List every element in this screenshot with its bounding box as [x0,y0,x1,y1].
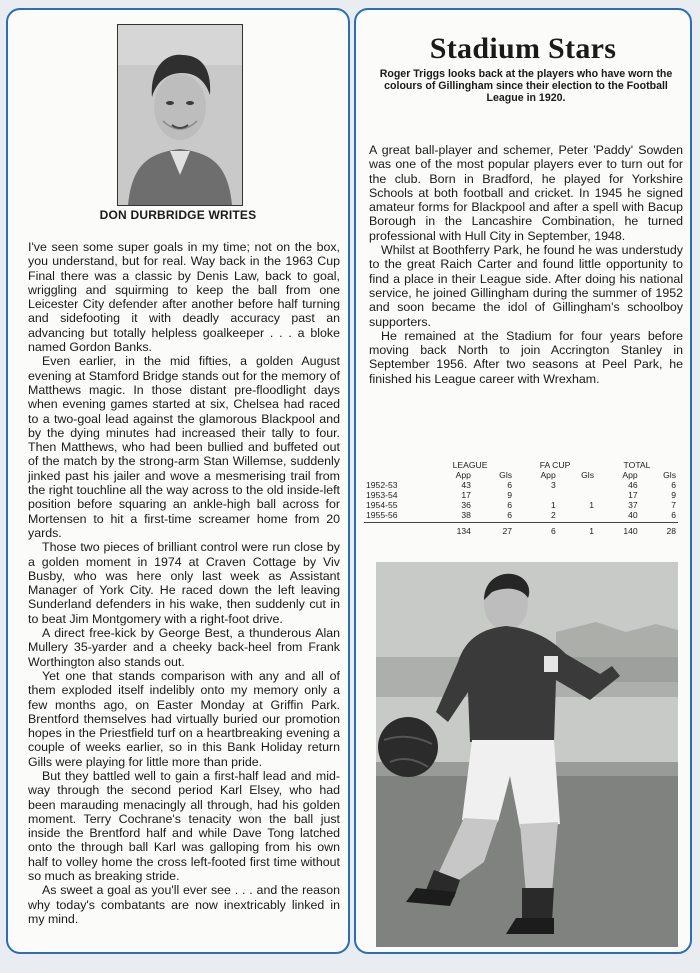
stats-season: 1955-56 [366,510,398,520]
stats-subheader: App [540,470,556,480]
stats-row [364,500,678,510]
stats-total-cell: 140 [596,523,640,537]
stats-cell: 37 [628,500,638,510]
stats-subheader: Gls [663,470,676,480]
stats-subheader: App [622,470,638,480]
stats-cell: 40 [628,510,638,520]
stats-cell: 17 [461,490,471,500]
author-portrait-photo [117,24,243,206]
left-paragraph: As sweet a goal as you'll ever see . . . and the reason why today's combatants are now inextricably linked in my mind. [28,883,340,926]
player-photo-illustration [376,562,678,947]
stats-cell: 6 [671,510,676,520]
stats-cell: 6 [671,480,676,490]
right-paragraph: A great ball-player and schemer, Peter 'Paddy' Sowden was one of the most popular players ever to turn out for the club. Born in Bradford, he played for Yorkshire Schools at both football and cricket. In 1945 he signed amateur forms for Blackpool and after a spell with Bacup Borough in the Lancashire Combination, he turned professional with Hull City in September, 1948. [369,143,683,243]
left-paragraph: But they battled well to gain a first-half lead and mid-way through the second period Karl Elsey, who had been marauding menacingly all through, had his golden moment. Terry Cochrane's tenacity won the ball just inside the Brentford half and while Dave Tong latched onto the through ball Karl was galloping from his own half to volley home the cross left-footed first time without so much as breaking stride. [28,768,340,884]
stats-cell: 6 [507,480,513,490]
stats-cell: 6 [507,500,513,510]
stats-totals-label [364,523,426,537]
stats-subheader-row [364,470,678,480]
stats-cell: 36 [461,500,471,510]
stats-cell: 1 [550,500,556,510]
left-article-body [28,240,340,926]
stats-cell: 9 [671,490,676,500]
player-photo [376,562,678,947]
stats-cell: 6 [507,510,513,520]
left-article-panel [6,8,350,954]
stats-cell: 38 [461,510,471,520]
stats-cell: 43 [461,480,471,490]
stats-row [364,510,678,523]
left-paragraph: Even earlier, in the mid fifties, a golden August evening at Stamford Bridge stands out for the memory of Matthews magic. In those distant pre-floodlight days when evening games started at six, Chelsea had raced to a two-goal lead against the glamorous Blackpool and by the dying minutes had increased their tally to four. Then Matthews, who had been bullied and buffeted out of the match by the strong-arm Stan Willemse, suddenly jinked past his jailer and wove a mesmerising trail from the right touchline all the way across to the old inside-left position before squaring an ankle-high ball across for Mortensen to hit a first-time screamer home from 20 yards. [28,354,340,540]
stats-group-league: LEAGUE [452,460,488,470]
article-title: Stadium Stars [429,32,617,65]
right-article-body [369,143,683,386]
stats-season: 1953-54 [366,490,398,500]
stats-subheader: Gls [499,470,513,480]
right-article-panel [354,8,692,954]
right-paragraph: He remained at the Stadium for four years before moving back North to join Accrington Stanley in September 1956. After two seasons at Peel Park, he finished his League career with Wrexham. [369,328,683,386]
stats-cell: 46 [628,480,638,490]
left-paragraph: Yet one that stands comparison with any and all of them exploded itself indelibly onto my memory only a few months ago, on Easter Monday at Griffin Park. Brentford themselves had virtually buried our promotion hopes in the Priestfield turf on a heartbreaking evening a couple of weeks earlier, so in this Bank Holiday return Gills were playing for little more than pride. [28,668,340,769]
left-paragraph: Those two pieces of brilliant control were run close by a golden moment in 1974 at Craven Cottage by Viv Busby, who was here only last week as Assistant Manager of York City. He raced down the left leaving Sunderland defenders in his wake, then suddenly cut in to beat Jim Montgomery with a right-foot drive. [28,540,340,626]
stats-totals-row [364,523,678,537]
stats-season: 1954-55 [366,500,398,510]
byline: DON DURBRIDGE WRITES [99,208,257,222]
stats-cell: 2 [550,510,556,520]
career-stats-table [364,460,678,536]
stats-cell [558,510,596,523]
stats-total-cell: 27 [473,523,514,537]
stats-cell: 3 [550,480,556,490]
stats-total-cell: 1 [558,523,596,537]
stats-row [364,480,678,490]
stats-group-header-row [364,460,678,470]
stats-cell [514,490,558,500]
left-paragraph: I've seen some super goals in my time; not on the box, you understand, but for real. Way back in the 1963 Cup Final there was a classic by Denis Law, back to goal, wriggling and squirming to keep the ball from one Leicester City defender after another before half turning and sidefooting it with deadly accuracy past an advancing but totally helpless goalkeeper . . . a bloke named Gordon Banks. [28,240,340,355]
stats-total-cell: 28 [640,523,678,537]
stats-group-facup: FA CUP [539,460,571,470]
stats-total-cell: 6 [514,523,558,537]
stats-subheader: Gls [581,470,594,480]
author-portrait-illustration [118,25,242,205]
stats-cell: 17 [628,490,638,500]
left-paragraph: A direct free-kick by George Best, a thunderous Alan Mullery 35-yarder and a cheeky back-heel from Frank Worthington also stands out. [28,626,340,669]
stats-cell [558,480,596,490]
stats-season: 1952-53 [366,480,398,490]
stats-cell [558,490,596,500]
stats-total-cell: 134 [426,523,473,537]
stats-cell: 1 [589,500,594,510]
stats-subheader: App [455,470,471,480]
stats-cell: 9 [507,490,513,500]
article-standfirst: Roger Triggs looks back at the players who have worn the colours of Gillingham since their election to the Football League in 1920. [379,68,673,104]
stats-group-total: TOTAL [623,460,651,470]
right-paragraph: Whilst at Boothferry Park, he found he was understudy to the great Raich Carter and found little opportunity to find a place in their League side. After doing his national service, he joined Gillingham during the summer of 1952 and soon became the idol of Gillingham's schoolboy supporters. [369,243,683,329]
stats-cell: 7 [671,500,676,510]
stats-row [364,490,678,500]
